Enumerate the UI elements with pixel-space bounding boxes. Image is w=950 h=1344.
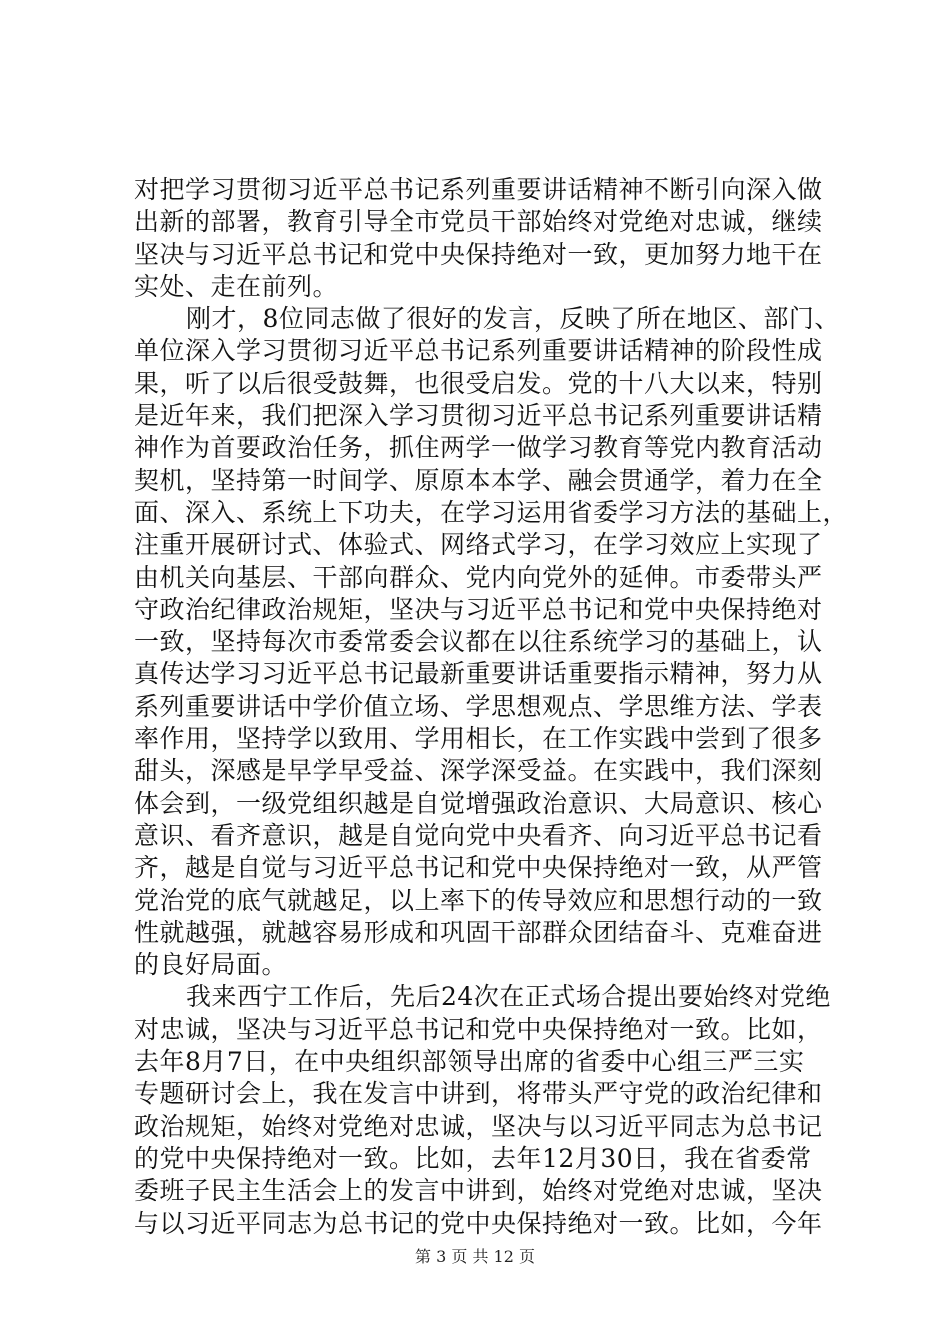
text-line: 是近年来，我们把深入学习贯彻习近平总书记系列重要讲话精: [134, 401, 823, 431]
text-line: 对忠诚，坚决与习近平总书记和党中央保持绝对一致。比如，: [134, 1014, 823, 1044]
text-line: 果，听了以后很受鼓舞，也很受启发。党的十八大以来，特别: [134, 368, 823, 398]
text-line: 注重开展研讨式、体验式、网络式学习，在学习效应上实现了: [134, 530, 823, 560]
text-line: 体会到，一级党组织越是自觉增强政治意识、大局意识、核心: [134, 788, 823, 818]
text-line: 党治党的底气就越足，以上率下的传导效应和思想行动的一致: [134, 885, 823, 915]
page-footer: 第 3 页 共 12 页: [415, 1247, 535, 1266]
text-line: 的党中央保持绝对一致。比如，去年12月30日，我在省委常: [134, 1143, 812, 1173]
text-line: 出新的部署，教育引导全市党员干部始终对党绝对忠诚，继续: [134, 207, 823, 237]
text-line: 的良好局面。: [134, 950, 288, 980]
text-line: 契机，坚持第一时间学、原原本本学、融会贯通学，着力在全: [134, 465, 823, 495]
text-line: 专题研讨会上，我在发言中讲到，将带头严守党的政治纪律和: [134, 1079, 823, 1109]
text-line: 性就越强，就越容易形成和巩固干部群众团结奋斗、克难奋进: [134, 917, 823, 947]
text-line: 一致，坚持每次市委常委会议都在以往系统学习的基础上，认: [134, 627, 823, 657]
text-line: 齐，越是自觉与习近平总书记和党中央保持绝对一致，从严管: [134, 853, 823, 883]
text-line: 刚才，8位同志做了很好的发言，反映了所在地区、部门、: [186, 304, 840, 334]
text-line: 守政治纪律政治规矩，坚决与习近平总书记和党中央保持绝对: [134, 594, 823, 624]
text-line: 由机关向基层、干部向群众、党内向党外的延伸。市委带头严: [134, 562, 823, 592]
text-line: 坚决与习近平总书记和党中央保持绝对一致，更加努力地干在: [134, 239, 823, 269]
text-line: 单位深入学习贯彻习近平总书记系列重要讲话精神的阶段性成: [134, 336, 823, 366]
text-line: 甜头，深感是早学早受益、深学深受益。在实践中，我们深刻: [134, 756, 823, 786]
text-line: 系列重要讲话中学价值立场、学思想观点、学思维方法、学表: [134, 691, 823, 721]
text-line: 实处、走在前列。: [134, 271, 339, 301]
text-line: 意识、看齐意识，越是自觉向党中央看齐、向习近平总书记看: [134, 820, 823, 850]
text-line: 真传达学习习近平总书记最新重要讲话重要指示精神，努力从: [134, 659, 823, 689]
text-line: 对把学习贯彻习近平总书记系列重要讲话精神不断引向深入做: [134, 175, 823, 204]
text-line: 与以习近平同志为总书记的党中央保持绝对一致。比如，今年: [134, 1208, 823, 1238]
text-line: 我来西宁工作后，先后24次在正式场合提出要始终对党绝: [186, 982, 831, 1012]
body-text: [134, 174, 849, 1240]
text-line: 神作为首要政治任务，抓住两学一做学习教育等党内教育活动: [134, 433, 823, 463]
text-line: 政治规矩，始终对党绝对忠诚，坚决与以习近平同志为总书记: [134, 1111, 823, 1141]
text-line: 委班子民主生活会上的发言中讲到，始终对党绝对忠诚，坚决: [134, 1176, 823, 1206]
text-line: 去年8月7日，在中央组织部领导出席的省委中心组三严三实: [134, 1047, 805, 1077]
text-line: 率作用，坚持学以致用、学用相长，在工作实践中尝到了很多: [134, 724, 823, 754]
text-line: 面、深入、系统上下功夫，在学习运用省委学习方法的基础上，: [134, 497, 849, 527]
